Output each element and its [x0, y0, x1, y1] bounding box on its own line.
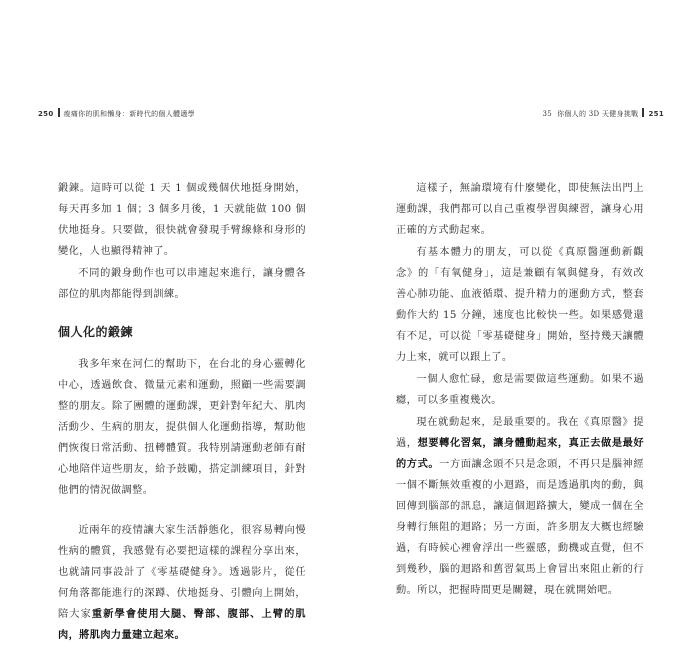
- section-heading: 個人化的鍛鍊: [58, 325, 134, 339]
- chapter-number: 35: [542, 110, 552, 118]
- right-body: [396, 178, 644, 601]
- paragraph: 鍛鍊。這時可以從 1 天 1 個或幾個伏地挺身開始，每天再多加 1 個；3 個多月後，1 天就能做 100 個伏地挺身。只要做，很快就會發現手臂線條和身形的變化，人也顯得精神了。: [58, 183, 306, 257]
- right-page: [350, 0, 700, 656]
- left-running-head: [38, 108, 195, 119]
- paragraph: 我多年來在河仁的幫助下，在台北的身心靈轉化中心，透過飲食、微量元素和運動，照顧一些需要調整的朋友。除了團體的運動課，更針對年紀大、肌肉活動少、生病的朋友，提供個人化運動指導，幫助他們恢復日常活動、扭轉體質。我特別請運動老師有耐心地陪伴這些朋友，給予鼓勵，搭定訓練項目，針對他們的情況做調整。: [58, 359, 306, 496]
- paragraph: 這樣子，無論環境有什麼變化，即使無法出門上運動課，我們都可以自己重複學習與練習，讓身心用正確的方式動起來。: [396, 183, 644, 236]
- paragraph: 一個人愈忙碌，愈是需要做這些運動。如果不過癮，可以多重複幾次。: [396, 374, 644, 406]
- bold-emphasis: 重新學會使用大腿、臀部、腹部、上臂的肌肉，將肌肉力量建立起來。: [58, 608, 306, 641]
- paragraph-text: 近兩年的疫情讓大家生活靜態化，很容易轉向慢性病的體質，我感覺有必要把這樣的課程分享出來，也就請同事設計了《零基礎健身》。透過影片，從任何角落都能進行的深蹲、伏地挺身、引體向上開始，陪大家: [58, 525, 306, 620]
- paragraph: [58, 520, 306, 646]
- paragraph: [396, 412, 644, 601]
- paragraph: 不同的鍛身動作也可以串連起來進行，讓身體各部位的肌肉都能得到訓練。: [58, 268, 306, 300]
- right-running-head: [542, 108, 664, 119]
- chapter-title: 你個人的 3D 天健身挑戰: [557, 110, 639, 118]
- left-body: [58, 178, 306, 646]
- left-book-title: 痠痛你的肌和懶身：新時代的個人體適學: [63, 110, 195, 118]
- paragraph-text: 現在就動起來，是最重要的。我在《真原醫》提過，: [396, 417, 644, 449]
- left-page-number: 250: [38, 110, 54, 118]
- header-divider: [58, 108, 60, 117]
- paragraph-text: 一方面讓念頭不只是念頭，不再只是腦神經一個不斷無效重複的小迴路，而是透過肌肉的動，與回傳到腦部的訊息，讓這個迴路擴大，變成一個在全身轉行無阻的迴路；另一方面，許多朋友大概也經驗過，有時候心裡會浮出一些靈感，動機或直覺，但不到幾秒，腦的迴路和舊習氣馬上會冒出來阻止新的行動。所以，把握時間更是關鍵，現在就開始吧。: [396, 459, 644, 596]
- bold-emphasis: 想要轉化習氣，讓身體動起來，真正去做是最好的方式。: [396, 437, 644, 470]
- header-divider: [642, 108, 644, 117]
- paragraph: 有基本體力的朋友，可以從《真原醫運動新觀念》的「有氧健身」，這是兼顧有氧與健身，有效改善心肺功能、血液循環、提升精力的運動方式，整套動作大約 15 分鐘，速度也比較快一些。如果感覺還有不足，可以從「零基礎健身」開始，堅持幾天讓體力上來，就可以跟上了。: [396, 247, 644, 363]
- right-page-number: 251: [648, 110, 664, 118]
